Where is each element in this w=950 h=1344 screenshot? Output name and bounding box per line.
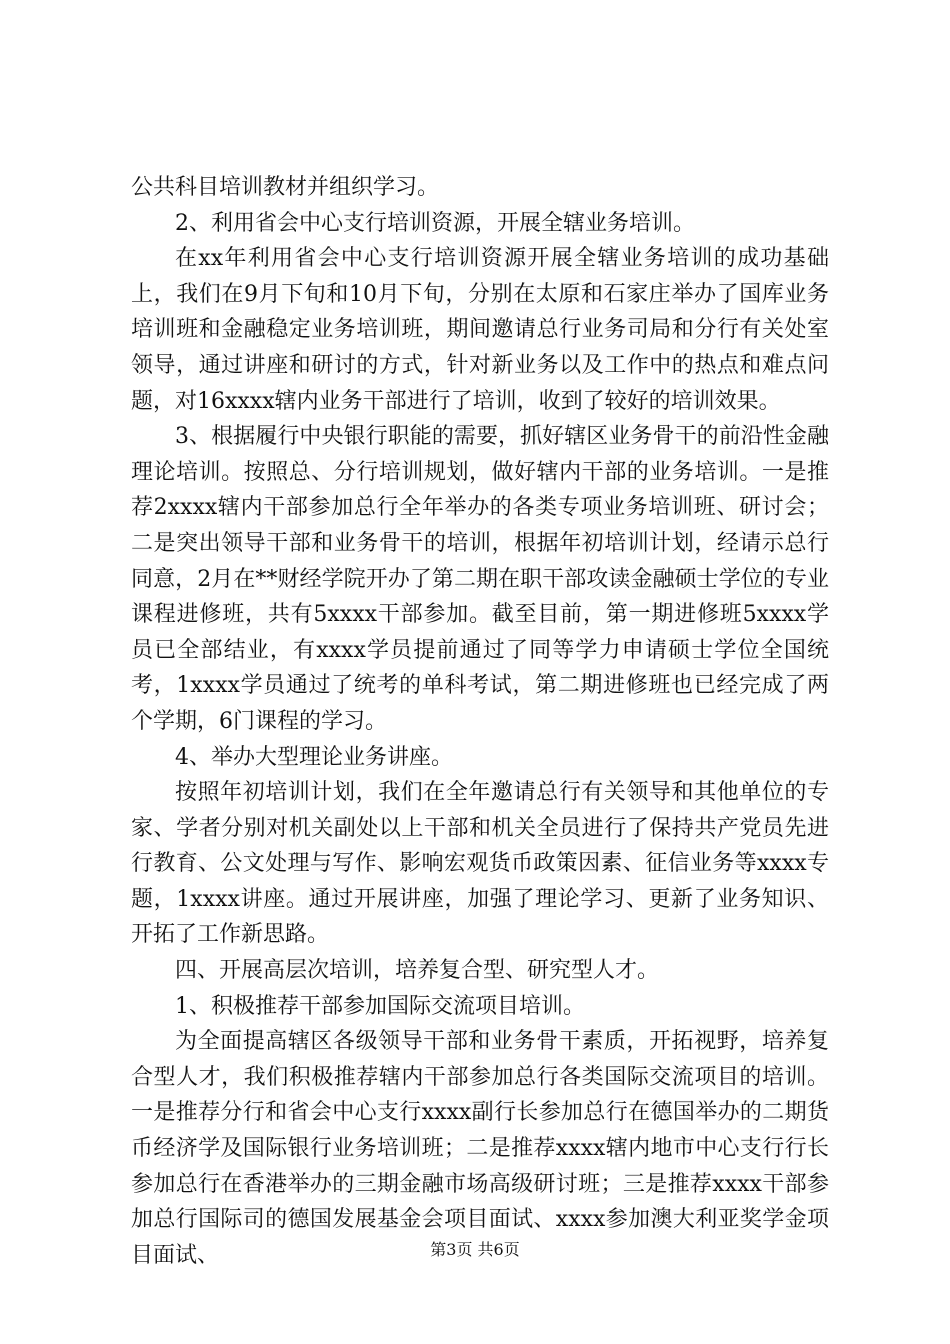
paragraph-4: 3、根据履行中央银行职能的需要，抓好辖区业务骨干的前沿性金融理论培训。按照总、分行培训规划，做好辖内干部的业务培训。一是推荐2xxxx辖内干部参加总行全年举办的各类专项业务培训班、研讨会；二是突出领导干部和业务骨干的培训，根据年初培训计划，经请示总行同意，2月在**财经学院开办了第二期在职干部攻读金融硕士学位的专业课程进修班，共有5xxxx干部参加。截至目前，第一期进修班5xxxx学员已全部结业，有xxxx学员提前通过了同等学力申请硕士学位全国统考，1xxxx学员通过了统考的单科考试，第二期进修班也已经完成了两个学期，6门课程的学习。: [131, 424, 829, 734]
paragraph-6: 按照年初培训计划，我们在全年邀请总行有关领导和其他单位的专家、学者分别对机关副处以上干部和机关全员进行了保持共产党员先进行教育、公文处理与写作、影响宏观货币政策因素、征信业务等xxxx专题，1xxxx讲座。通过开展讲座，加强了理论学习、更新了业务知识、开拓了工作新思路。: [131, 780, 829, 948]
paragraph-1: 公共科目培训教材并组织学习。: [131, 175, 440, 200]
paragraph-7: 四、开展高层次培训，培养复合型、研究型人才。: [175, 958, 660, 984]
document-body: [131, 170, 829, 1273]
paragraph-5: 4、举办大型理论业务讲座。: [175, 744, 453, 770]
paragraph-2: 2、利用省会中心支行培训资源，开展全辖业务培训。: [175, 210, 695, 236]
paragraph-9: 为全面提高辖区各级领导干部和业务骨干素质，开拓视野，培养复合型人才，我们积极推荐辖内干部参加总行各类国际交流项目的培训。一是推荐分行和省会中心支行xxxx副行长参加总行在德国举办的二期货币经济学及国际银行业务培训班；二是推荐xxxx辖内地市中心支行行长参加总行在香港举办的三期金融市场高级研讨班；三是推荐xxxx干部参加总行国际司的德国发展基金会项目面试、xxxx参加澳大利亚奖学金项目面试、: [131, 1029, 829, 1268]
page-footer: 第3页 共6页: [430, 1240, 520, 1259]
paragraph-8: 1、积极推荐干部参加国际交流项目培训。: [175, 993, 585, 1019]
paragraph-3: 在xx年利用省会中心支行培训资源开展全辖业务培训的成功基础上，我们在9月下旬和10月下旬，分别在太原和石家庄举办了国库业务培训班和金融稳定业务培训班，期间邀请总行业务司局和分行有关处室领导，通过讲座和研讨的方式，针对新业务以及工作中的热点和难点问题，对16xxxx辖内业务干部进行了培训，收到了较好的培训效果。: [131, 246, 829, 414]
